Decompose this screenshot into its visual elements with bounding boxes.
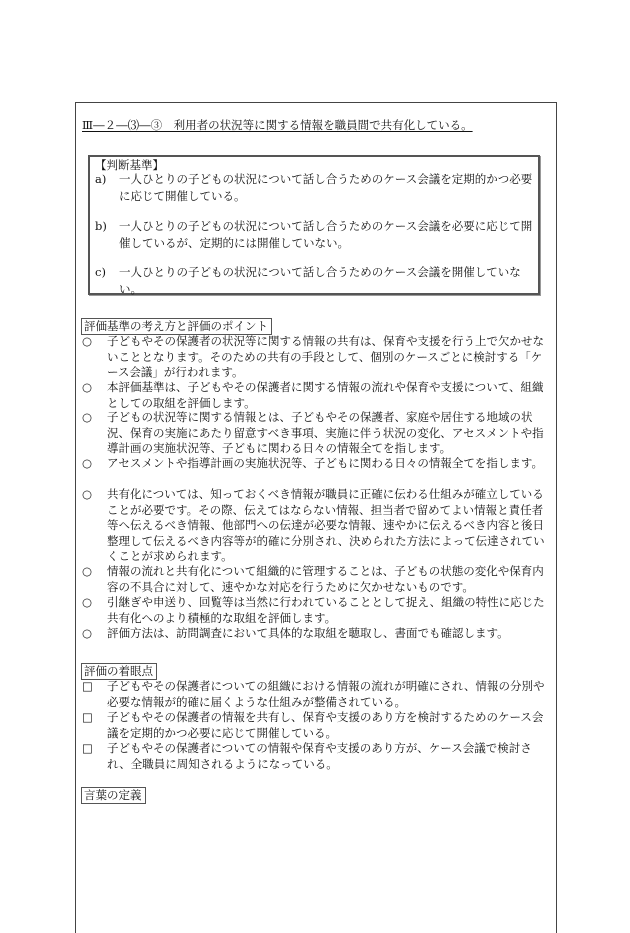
criteria-label: a) bbox=[95, 172, 107, 186]
definitions-heading: 言葉の定義 bbox=[81, 787, 146, 804]
focus-text: 子どもやその保護者についての組織における情報の流れが明確にされ、情報の分別や必要な情報が的確に届くような仕組みが整備されている。 bbox=[107, 679, 545, 709]
page-title: Ⅲ―２―⑶―③ 利用者の状況等に関する情報を職員間で共有化している。 bbox=[82, 118, 473, 132]
criteria-text: 一人ひとりの子どもの状況について話し合うためのケース会議を定期的かつ必要に応じて開催している。 bbox=[119, 172, 533, 203]
circle-bullet-icon: ○ bbox=[82, 410, 93, 424]
point-text: アセスメントや指導計画の実施状況等、子どもに関わる日々の情報全てを指します。 bbox=[107, 456, 543, 470]
circle-bullet-icon: ○ bbox=[82, 380, 93, 394]
point-text: 本評価基準は、子どもやその保護者に関する情報の流れや保育や支援について、組織としての取組を評価します。 bbox=[107, 380, 544, 410]
focus-heading: 評価の着眼点 bbox=[81, 663, 157, 680]
criteria-label: c) bbox=[95, 265, 106, 279]
point-text: 共有化については、知っておくべき情報が職員に正確に伝わる仕組みが確立していることが必要です。その際、伝えてはならない情報、担当者で留めてよい情報と責任者等へ伝えるべき情報、他部門への伝達が必要な情報、速やかに伝えるべき内容と後日整理して伝えるべき内容等が的確に分別され、決められた方法によって伝達されていくことが求められます。 bbox=[107, 487, 545, 563]
checkbox-square-icon: □ bbox=[82, 741, 93, 755]
points-heading: 評価基準の考え方と評価のポイント bbox=[81, 318, 272, 335]
point-text: 子どもの状況等に関する情報とは、子どもやその保護者、家庭や居住する地域の状況、保育の実施にあたり留意すべき事項、実施に伴う状況の変化、アセスメントや指導計画の実施状況等、子どもに関わる日々の情報全てを指します。 bbox=[107, 410, 544, 455]
focus-text: 子どもやその保護者の情報を共有し、保育や支援のあり方を検討するためのケース会議を定期的かつ必要に応じて開催している。 bbox=[107, 710, 544, 740]
circle-bullet-icon: ○ bbox=[82, 595, 93, 609]
circle-bullet-icon: ○ bbox=[82, 487, 93, 501]
criteria-text: 一人ひとりの子どもの状況について話し合うためのケース会議を必要に応じて開催しているが、定期的には開催していない。 bbox=[119, 219, 533, 250]
circle-bullet-icon: ○ bbox=[82, 626, 93, 640]
checkbox-square-icon: □ bbox=[82, 679, 93, 693]
circle-bullet-icon: ○ bbox=[82, 564, 93, 578]
circle-bullet-icon: ○ bbox=[82, 456, 93, 470]
checkbox-square-icon: □ bbox=[82, 710, 93, 724]
focus-text: 子どもやその保護者についての情報や保育や支援のあり方が、ケース会議で検討され、全職員に周知されるようになっている。 bbox=[107, 741, 532, 771]
criteria-text: 一人ひとりの子どもの状況について話し合うためのケース会議を開催していない。 bbox=[119, 265, 521, 296]
criteria-label: b) bbox=[95, 219, 107, 233]
circle-bullet-icon: ○ bbox=[82, 334, 93, 348]
criteria-header: 【判断基準】 bbox=[95, 158, 164, 172]
point-text: 引継ぎや申送り、回覧等は当然に行われていることとして捉え、組織の特性に応じた共有化へのより積極的な取組を評価します。 bbox=[107, 595, 545, 625]
point-text: 子どもやその保護者の状況等に関する情報の共有は、保育や支援を行う上で欠かせないこととなります。そのための共有の手段として、個別のケースごとに検討する「ケース会議」が行われます。 bbox=[107, 334, 544, 379]
point-text: 評価方法は、訪問調査において具体的な取組を聴取し、書面でも確認します。 bbox=[107, 626, 509, 640]
point-text: 情報の流れと共有化について組織的に管理することは、子どもの状態の変化や保育内容の不具合に対して、速やかな対応を行うために欠かせないものです。 bbox=[107, 564, 544, 594]
